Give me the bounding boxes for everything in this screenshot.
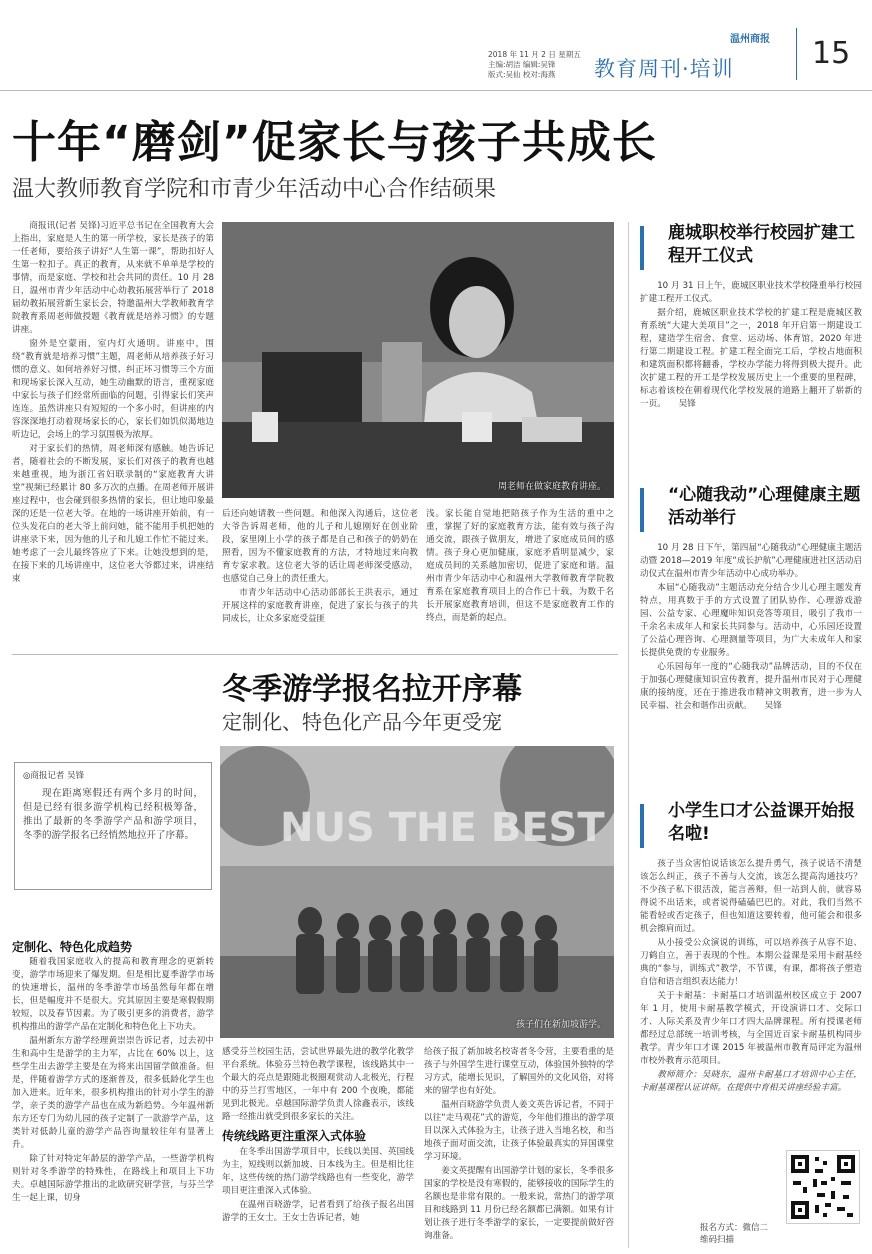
issue-date: 2018 年 11 月 2 日 星期五 [488,50,581,59]
qr-code-image [787,1151,859,1223]
vocational-body [640,280,862,454]
lecture-photo [222,222,614,498]
paragraph: 温州百晓游学负责人姜文英告诉记者，不同于以往“走马观花”式的游览，今年他们推出的游学项目以深入式体验为主，让孩子进入当地名校，和当地孩子面对面交流，让孩子体验最真实的异国课堂学习环境。 [424,1100,614,1162]
lead-box [14,762,212,890]
paragraph: 除了针对特定年龄层的游学产品，一些游学机构则针对冬季游学的特殊性，在路线上和项目上下功夫。卓越国际游学推出的北欧研究研学营，与芬兰学生一起上课，切身 [12,1154,214,1203]
sidebar-article-psychology [640,484,862,768]
paragraph: 在温州百晓游学，记者看到了给孩子报名出国游学的王女士。王女士告诉记者，她 [222,1200,414,1223]
paragraph: 从小接受公众演说的训练，可以培养孩子从容不迫、刀鹤自立，善于表现的个性。本期公益课是采用卡耐基经典的“参与，训练式”教学，不节课，有课，都将孩子塑造自信和语言组织表达能力！ [640,938,862,987]
second-col-1 [12,956,214,1248]
sidebar-article-vocational [640,222,862,454]
vocational-title: 鹿城职校举行校园扩建工程开工仪式 [668,223,855,266]
paragraph: 据介绍，鹿城区职业技术学校的扩建工程是鹿城区教育系统“大建大美项目”之一，2018 年开启第一期建设工程，建造学生宿舍、食堂、运动场、体育馆，2020 年进行第二期建设工程。扩建工程全面完工后，学校占地面积和建筑面积都将翻番，学校办学能力将得到极大提升。此次扩建工程的开工是学校发展历史上一个重要的里程碑，标志着该校在朝着现代化学校发展的道路上翻开了崭新的一页。 吴锋 [640,308,862,409]
paragraph: 市青少年活动中心活动部部长王洪表示，通过开展这样的家庭教育讲座，促进了家长与孩子的共同成长，让众多家庭受益匪 [222,588,418,624]
side-accent [640,226,644,270]
main-col-1 [12,220,214,646]
main-col-2 [222,508,418,648]
main-col-3 [426,508,614,648]
paragraph: 在冬季出国游学项目中，长线以美国、英国线为主，短线则以新加坡、日本线为主。但是相比往年，这些传统的热门游学线路也有一些变化，游学项目更注重深入式体验。 [222,1147,414,1196]
header-divider [796,28,797,80]
paragraph: 窗外是空蒙雨，室内灯火通明。讲座中，围绕“教育就是培养习惯”主题，周老师从培养孩子好习惯的意义、如何培养好习惯、纠正坏习惯等三个方面和现场家长深入互动，她生动幽默的语言，重视家庭中家长与孩子们经常所面临的问题，引得家长们笑声连连。虽然讲座只有短短的一个多小时，但讲座的内容深深地打动着现场家长的心，家长们如饥似渴地边听边记，会场上的学习氛围极为浓厚。 [12,339,214,440]
qr-code-icon[interactable] [786,1150,860,1224]
lecture-photo-image [222,222,614,498]
section-name: 教育周刊·培训 [594,57,734,81]
main-rule [12,654,618,655]
paper-name: 温州商报 [730,34,770,45]
paragraph: 姜文英提醒有出国游学计划的家长，冬季很多国家的学校是没有寒假的，能够接收的国际学生的名额也是非常有限的。一般来说，常热门的游学项目和线路到 11 月份已经名额都已满额。如果有计划让孩子进行冬季游学的家长，一定要提前做好咨询准备。 [424,1166,614,1241]
study-tour-photo [220,746,614,1038]
sign-text: NUS THE BEST [280,805,605,851]
paragraph: 心乐园每年一度的“心随我动”品牌活动，目的不仅在于加强心理健康知识宣传教育，提升温州市民对于心理健康的接纳度，还在于推进我市精神文明教育，进一步为人民幸福、社会和谐作出贡献。 吴锋 [640,662,862,711]
paragraph: 对于家长们的热情，周老师深有感触。她告诉记者，随着社会的不断发展，家长们对孩子的教育也越来越重视，地为浙江省妇联录制的“家庭教育大讲堂”视频已经累计 80 多万次的点播。在周老师开展讲座过程中，也会碰到很多热情的家长，但让地印象最深的还是一位老大爷。在地的一场讲座开始前，有一位头发花白的老大爷上前问她，能不能用手机把她的讲座录下来，因为他的儿子和儿媳工作忙不能过来。她考虑了一会儿最终答应了下来。让她没想到的是，在接下来的几场讲座中，这位老大爷都过来，讲座结束 [12,444,214,584]
paragraph: 浅。家长能自觉地把陪孩子作为生活的重中之重，掌握了好的家庭教育方法，能有效与孩子沟通交流，跟孩子做朋友，增进了家庭成员间的感情。孩子身心更加健康，家庭矛盾明显减少，家庭成员间的关系越加密切，促进了家庭和谐。温州市青少年活动中心和温州大学教师教育学院教育系在家庭教育项目上的合作已十载，为数千名长开展家庭教育培训，但这不是家庭教育工作的终点，而是新的起点。 [426,509,614,623]
study-tour-photo-image [220,746,614,1038]
signup-label: 报名方式：微信二 [700,1223,769,1233]
paragraph: 关于卡耐基：卡耐基口才培训温州校区成立于 2007 年 1 月，使用卡耐基教学模式，开设演讲口才、交际口才、人际关系及青少年口才四大品牌课程。所有授课老师都经过总部统一培训考核，与全国近百家卡耐基机构同步教学。青少年口才课 2015 年被温州市教育局评定为温州市校外教育示范项目。 [640,991,862,1066]
editors: 主编:胡洁 编辑:吴锋 [488,60,556,69]
psychology-body [640,542,862,768]
eloquence-title: 小学生口才公益课开始报名啦! [668,801,855,844]
header [0,0,872,96]
second-col-2 [222,1046,414,1248]
paragraph: 感受芬兰校园生活，尝试世界最先进的教学化教学平台系统。体验芬兰特色教学课程，该线路其中一个最大的亮点是跟随北极圈观赏动人北极光，行程中的芬兰打雪地区，一年中有 200 个夜晚，都能见到北极光。卓越国际游学负责人徐鑫表示，该线路一经推出就受到很多家长的关注。 [222,1047,414,1122]
paragraph: 温州新东方游学经理黄崇崇告诉记者，过去初中生和高中生是游学的主力军，占比在 60% 以上，这些学生出去游学主要是在为将来出国留学做准备。但是，伴随着游学方式的逐渐普及，很多低龄化学生也加入进来。近年来，很多机构推出的针对小学生的游学，亲子类的游学产品也在成为新趋势。今年温州新东方还专门为幼儿园的孩子定制了一款游学产品，这类针对低龄儿童的游学产品咨询量较往年有显著上升。 [12,1036,214,1150]
lecture-photo-caption: 周老师在做家庭教育讲座。 [497,482,606,492]
second-title: 冬季游学报名拉开序幕 [222,672,522,707]
layout-credit: 版式:吴仙 校对:海燕 [488,70,556,79]
paragraph: 给孩子报了新加坡名校寄者冬令营，主要看重的是孩子与外国学生进行课堂互动，体验国外独特的学习方式，能增长见识，了解国外的文化风俗，对将来的留学也有好处。 [424,1047,614,1096]
second-col-3 [424,1046,614,1248]
sidebar-divider [628,222,629,1248]
subhead-customization: 定制化、特色化成趋势 [12,940,133,954]
header-meta [488,50,596,80]
eloquence-body [640,858,862,1140]
main-title: 十年“磨剑”促家长与孩子共成长 [12,117,657,168]
subhead-traditional: 传统线路更注重深入式体验 [222,1129,367,1143]
psychology-title: “心随我动”心理健康主题活动举行 [668,485,861,528]
paragraph: 后还向她请教一些问题。和他深入沟通后，这位老大爷告诉周老师，他的儿子和儿媳刚好在创业阶段，家里刚上小学的孩子都是自己和孩子的奶奶在照看，因为不懂家庭教育的方法，才特地过来向教育专家求教。这位老大爷的话让周老师深受感动，也感觉自己身上的责任重大。 [222,509,418,584]
signup-info [700,1222,768,1246]
side-accent [640,804,644,848]
paragraph: 随着我国家庭收入的提高和教育理念的更新转变，游学市场迎来了爆发期。但是相比夏季游学市场的快速增长，温州的冬季游学市场虽然每年都在增长，但是幅度并不是很大。究其原因主要是寒假假期较短，以及春节因素。为了吸引更多的消费者，游学机构推出的游学产品在定制化和特色化上下功夫。 [12,957,214,1032]
lead-text: 现在距离寒假还有两个多月的时间，但是已经有很多游学机构已经积极筹备，推出了最新的冬季游学产品和游学项目，冬季的游学报名已经悄然地拉开了序幕。 [23,788,203,841]
paragraph: 10 月 28 日下午，第四届“心随我动”心理健康主题活动暨 2018—2019 年度“成长护航”心理健康进社区活动启动仪式在温州市青少年活动中心成功举办。 [640,543,862,579]
sidebar-article-eloquence [640,800,862,1140]
main-subtitle: 温大教师教育学院和市青少年活动中心合作结硕果 [12,177,497,202]
byline: ◎商报记者 吴锋 [23,771,85,781]
paragraph: 商报讯(记者 吴锋)习近平总书记在全国教育大会上指出，家庭是人生的第一所学校，家长是孩子的第一任老师，要给孩子讲好“人生第一课”，帮助扣好人生第一粒扣子。真正的教育，从来就不单单是学校的事情，而是家庭、学校和社会共同的责任。10 月 28 日，温州市青少年活动中心幼教拓展营举行了 2018 届幼教拓展营新生家长会，特邀温州大学教师教育学院教育系周老师做授题《教育就是培养习惯》的专题讲座。 [12,221,214,335]
page-number: 15 [812,36,851,71]
paragraph: 孩子当众害怕说话该怎么提升勇气，孩子说话不清楚该怎么纠正，孩子不善与人交流，该怎么提高沟通技巧？不少孩子私下很活泼，能言善辩，但一站到人前，就容易得说不出话来，或者说得磕磕巴巴的。对此，我们当然不能看轻或否定孩子，但也知道这要转着，他可能会和很多机会擦肩而过。 [640,859,862,934]
signup-label-2: 维码扫描 [700,1235,735,1245]
paragraph: 教师简介：吴晓东，温州卡耐基口才培训中心主任，卡耐基课程认证讲师。在提供中育相关讲座经验丰富。 [640,1070,862,1093]
header-rule [0,90,872,91]
study-tour-caption: 孩子们在新加坡游学。 [515,1020,606,1030]
second-subtitle: 定制化、特色化产品今年更受宠 [222,710,502,734]
paragraph: 10 月 31 日上午，鹿城区职业技术学校隆重举行校园扩建工程开工仪式。 [640,281,862,304]
paragraph: 本届“心随我动”主题活动充分结合少儿心理主题发育特点，用真数于手的方式设置了团队协作、心理游戏游园、公益专家、心理魔咔知识竞答等项目，吸引了我市一千余名未成年人和家长共同参与。活动中，心乐园还设置了公益心理咨询、心理测量等项目，为广大未成年人和家长提供免费的专业服务。 [640,583,862,658]
side-accent [640,488,644,532]
